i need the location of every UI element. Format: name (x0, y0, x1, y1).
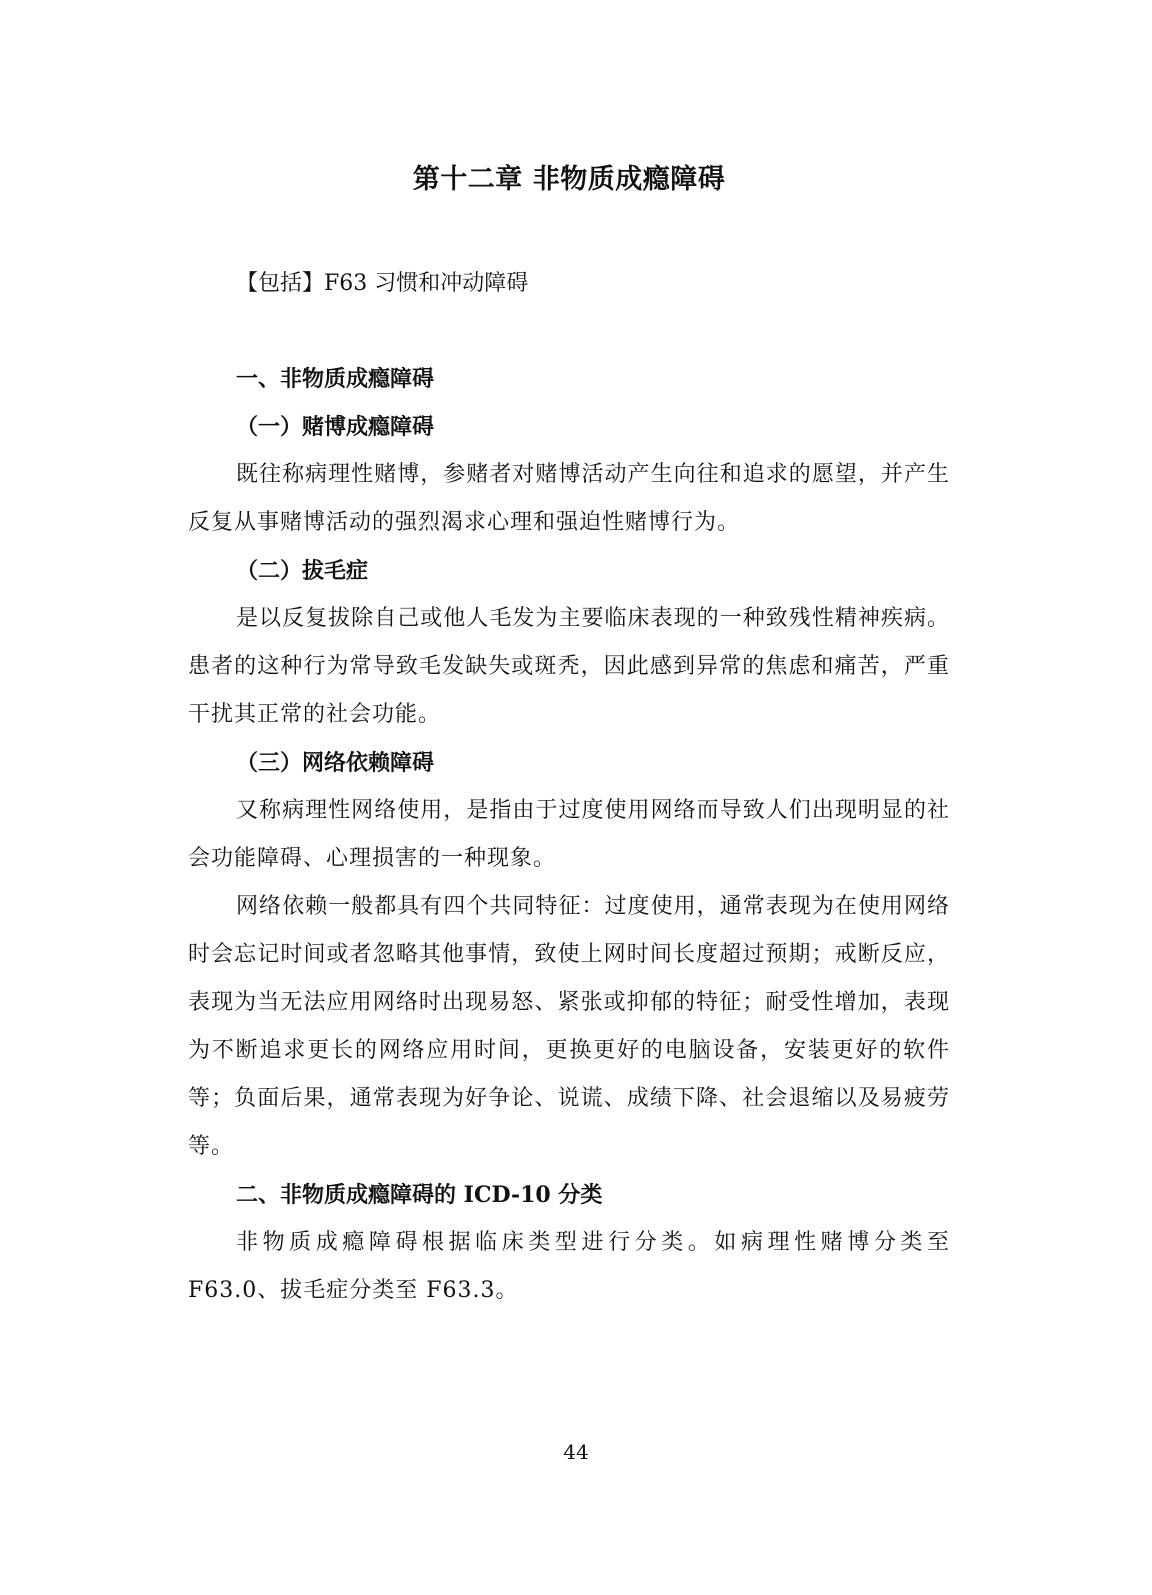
paragraph-internet-definition: 又称病理性网络使用，是指由于过度使用网络而导致人们出现明显的社会功能障碍、心理损害的一种现象。 (188, 798, 950, 871)
paragraph-gambling: 既往称病理性赌博，参赌者对赌博活动产生向往和追求的愿望，并产生反复从事赌博活动的强烈渴求心理和强迫性赌博行为。 (188, 462, 950, 535)
chapter-title: 第十二章 非物质成瘾障碍 (412, 164, 726, 195)
paragraph-internet-features: 网络依赖一般都具有四个共同特征：过度使用，通常表现为在使用网络时会忘记时间或者忽略其他事情，致使上网时间长度超过预期；戒断反应，表现为当无法应用网络时出现易怒、紧张或抑郁的特征；耐受性增加，表现为不断追求更长的网络应用时间，更换更好的电脑设备，安装更好的软件等；负面后果，通常表现为好争论、说谎、成绩下降、社会退缩以及易疲劳等。 (188, 894, 950, 1159)
subsection-heading-internet: （三）网络依赖障碍 (236, 750, 435, 776)
subsection-heading-trichotillomania: （二）拔毛症 (236, 558, 369, 584)
body-text (188, 361, 950, 1321)
page-number: 44 (563, 1440, 589, 1464)
includes-line: 【包括】F63 习惯和冲动障碍 (236, 271, 529, 296)
section-heading-2: 二、非物质成瘾障碍的 ICD-10 分类 (236, 1182, 603, 1208)
subsection-heading-gambling: （一）赌博成瘾障碍 (236, 414, 435, 440)
section-heading-1: 一、非物质成瘾障碍 (236, 366, 435, 392)
paragraph-icd-classification: 非物质成瘾障碍根据临床类型进行分类。如病理性赌博分类至 F63.0、拔毛症分类至 F63.3。 (188, 1230, 950, 1303)
paragraph-trichotillomania: 是以反复拔除自己或他人毛发为主要临床表现的一种致残性精神疾病。患者的这种行为常导致毛发缺失或斑秃，因此感到异常的焦虑和痛苦，严重干扰其正常的社会功能。 (188, 606, 950, 727)
